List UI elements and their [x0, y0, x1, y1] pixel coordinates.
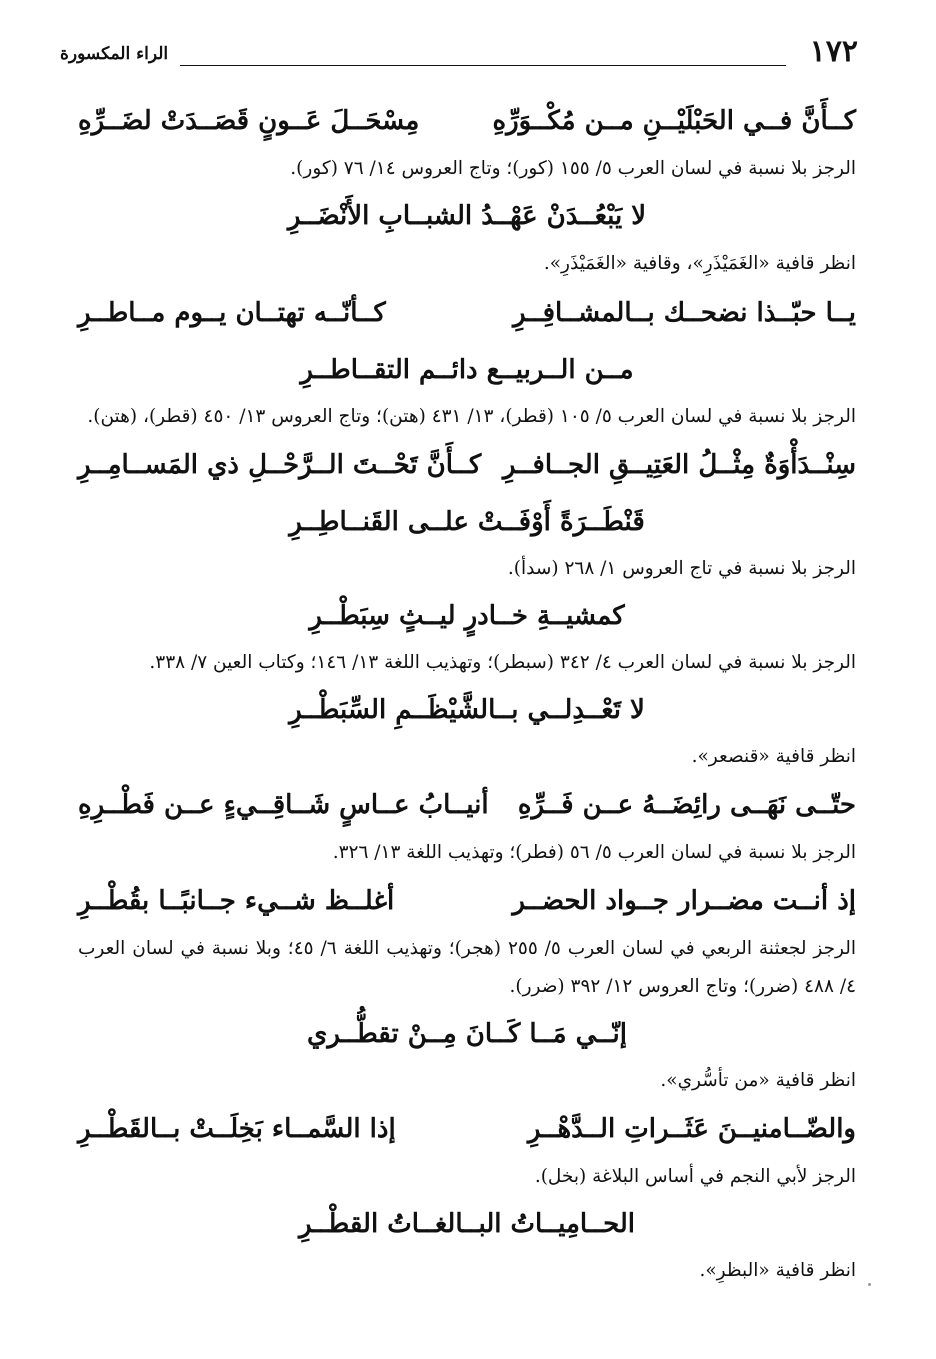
verse-hemistich-right: سِنْــدَأْوَةٌ مِثْــلُ العَتِيــقِ الجــافــرِ [502, 450, 856, 480]
verse-hemistich-right: يــا حبّــذا نضحــك بــالمشــافِــرِ [513, 298, 856, 328]
verse-single: الحــامِيــاتُ البــالغــاتُ القطْــرِ [298, 1209, 636, 1239]
verse-hemistich-left: أغلــظ شــيء جــانبًــا بقُطْــرِ [78, 886, 395, 916]
verse-single: مــن الــربيــع دائــم التقــاطــرِ [300, 355, 634, 385]
verse-hemistich-right: إذ أنــت مضــرار جــواد الحضــر [512, 886, 856, 916]
scan-speck [868, 1283, 871, 1286]
source-note: الرجز بلا نسبة في تاج العروس ١/ ٢٦٨ (سدأ). [507, 558, 856, 579]
verse-single: قَنْطَــرَةً أَوْفَــتْ علــى القَنــاطِــرِ [289, 507, 645, 537]
verse-hemistich-left: كــأَنَّ تَحْــتَ الــرَّحْــلِ ذي المَســامِــرِ [78, 450, 482, 480]
verse-single: إنّــي مَــا كَــانَ مِــنْ تقطُّــري [307, 1019, 627, 1049]
source-note: الرجز بلا نسبة في لسان العرب ٥/ ١٠٥ (قطر)، ١٣/ ٤٣١ (هتن)؛ وتاج العروس ١٣/ ٤٥٠ (قطر)، (هتن). [87, 406, 856, 427]
verse-couplet [78, 284, 856, 342]
verse-couplet [78, 436, 856, 494]
verse-couplet [78, 92, 856, 150]
verse-couplet [78, 1100, 856, 1158]
source-note: الرجز لجعثنة الربعي في لسان العرب ٥/ ٢٥٥ (هجر)؛ وتهذيب اللغة ٦/ ٤٥؛ وبلا نسبة في لسان العرب ٤/ ٤٨٨ (ضرر)؛ وتاج العروس ١٢/ ٣٩٢ (ضرر). [78, 938, 857, 997]
verse-hemistich-left: كــأنّــه تهتــان يــوم مــاطــرِ [78, 298, 386, 328]
source-note: الرجز بلا نسبة في لسان العرب ٥/ ١٥٥ (كور)؛ وتاج العروس ١٤/ ٧٦ (كور). [290, 158, 856, 179]
verse-single: لا يَبْعُــدَنْ عَهْــدُ الشبــابِ الأَنْضَــرِ [287, 201, 647, 231]
verse-couplet [78, 872, 856, 930]
verse-hemistich-left: مِسْحَــلَ عَــونٍ قَصَــدَتْ لضَــرِّهِ [78, 106, 420, 136]
verse-couplet [78, 776, 856, 834]
page-number: ١٧٢ [809, 34, 858, 69]
source-note: الرجز لأبي النجم في أساس البلاغة (بخل). [534, 1166, 856, 1187]
verse-single: لا تَعْــدِلــي بــالشَّيْظَــمِ السِّبَطْــرِ [289, 695, 645, 725]
cross-reference-note: انظر قافية «الغَمَيْذَرِ»، وقافية «الغَمَيْذَرِ». [543, 253, 856, 274]
verse-hemistich-right: كــأَنَّ فــي الحَبْلَيْــنِ مــن مُكْــوَرِّهِ [492, 106, 856, 136]
cross-reference-note: انظر قافية «البظرِ». [699, 1260, 856, 1281]
cross-reference-note: انظر قافية «من تأسُّري». [660, 1070, 856, 1091]
verse-hemistich-left: إذا السَّمــاء بَخِلَــتْ بــالقَطْــرِ [78, 1114, 396, 1144]
verse-hemistich-right: والضّــامنيــنَ عَثَــراتِ الــدَّهْــرِ [527, 1114, 856, 1144]
verse-hemistich-right: حتّــى نَهَــى رائِضَــهُ عــن فَــرِّهِ [517, 790, 856, 820]
cross-reference-note: انظر قافية «قنصعر». [691, 746, 856, 767]
verse-single: كمشيــةِ خــادرٍ ليــثٍ سِبَطْــرِ [309, 601, 625, 631]
page-content [78, 92, 856, 1290]
header-rule [180, 65, 786, 66]
source-note: الرجز بلا نسبة في لسان العرب ٥/ ٥٦ (فطر)؛ وتهذيب اللغة ١٣/ ٣٢٦. [332, 842, 856, 863]
running-title: الراء المكسورة [60, 44, 169, 64]
page-header [60, 32, 858, 72]
source-note: الرجز بلا نسبة في لسان العرب ٤/ ٣٤٢ (سبطر)؛ وتهذيب اللغة ١٣/ ١٤٦؛ وكتاب العين ٧/ ٣٣٨. [149, 652, 856, 673]
verse-hemistich-left: أنيــابُ عــاسٍ شَــاقِــيءٍ عــن فَطْــرِهِ [78, 790, 489, 820]
